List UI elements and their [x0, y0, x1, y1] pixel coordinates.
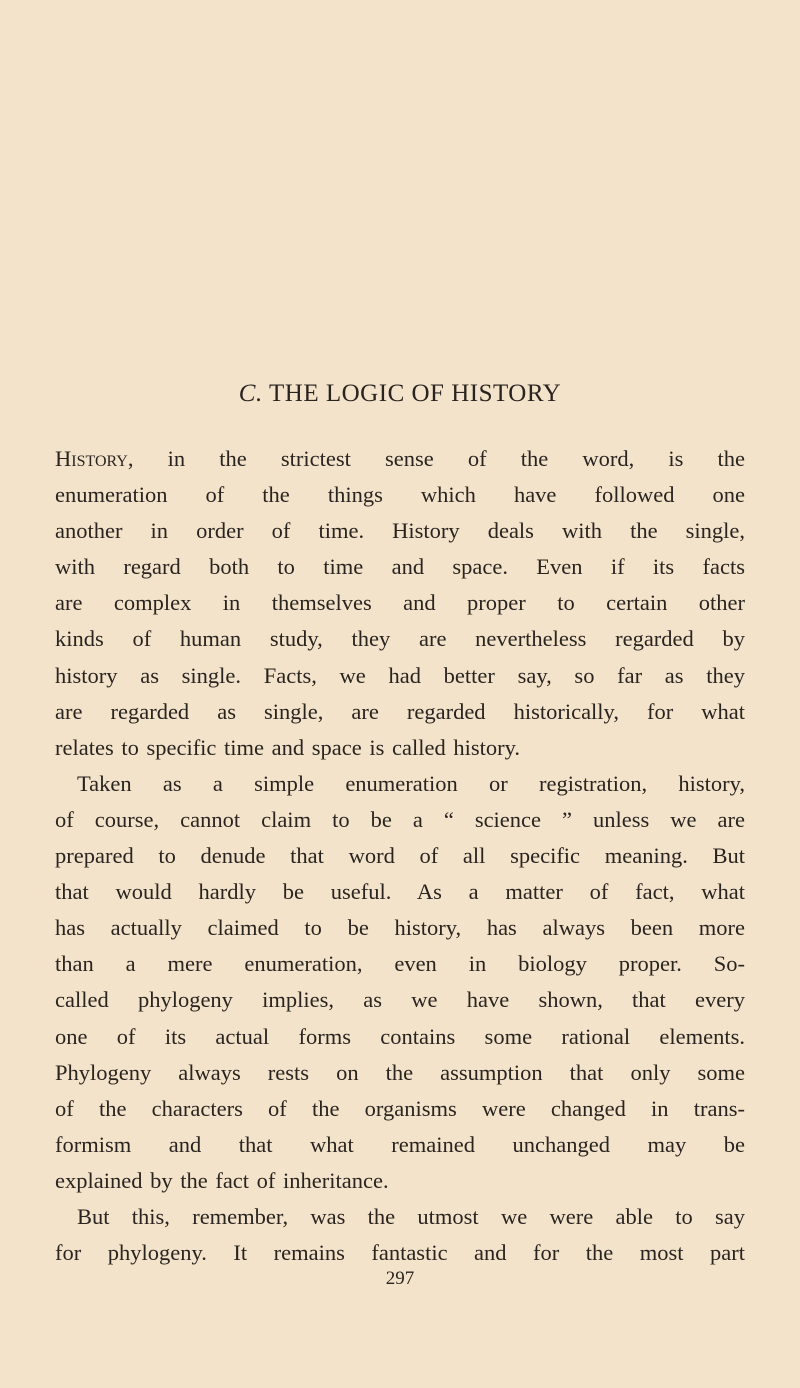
text-line: than a mere enumeration, even in biology proper. So- — [55, 951, 745, 977]
text-line: Taken as a simple enumeration or registration, history, — [77, 770, 745, 796]
text-line: are regarded as single, are regarded historically, for what — [55, 698, 745, 724]
text-line: of the characters of the organisms were changed in trans- — [55, 1095, 745, 1121]
text-line: relates to specific time and space is called history. — [55, 734, 521, 760]
text-line: with regard both to time and space. Even if its facts — [55, 554, 745, 580]
page-number: 297 — [385, 1268, 415, 1289]
text-line: explained by the fact of inheritance. — [55, 1167, 389, 1193]
text-line: Phylogeny always rests on the assumption that only some — [55, 1059, 745, 1085]
text-line: prepared to denude that word of all specific meaning. But — [55, 843, 745, 869]
body-text — [55, 441, 745, 1271]
text-line: of course, cannot claim to be a “ science ” unless we are — [55, 806, 745, 832]
text-line: kinds of human study, they are nevertheless regarded by — [55, 626, 745, 652]
line-text: , in the strictest sense of the word, is the — [127, 446, 745, 471]
section-heading — [0, 380, 800, 408]
section-letter: C. — [238, 380, 263, 407]
text-line: formism and that what remained unchanged may be — [55, 1131, 745, 1157]
drop-word: History — [55, 446, 128, 471]
text-line: called phylogeny implies, as we have shown, that every — [55, 987, 745, 1013]
text-line: one of its actual forms contains some rational elements. — [55, 1023, 745, 1049]
text-line: But this, remember, was the utmost we were able to say — [77, 1203, 745, 1229]
text-line: that would hardly be useful. As a matter of fact, what — [55, 879, 745, 905]
text-line: has actually claimed to be history, has always been more — [55, 915, 745, 941]
text-line: history as single. Facts, we had better say, so far as they — [55, 662, 745, 688]
text-line: enumeration of the things which have followed one — [55, 482, 745, 508]
text-line — [55, 441, 745, 477]
text-line: for phylogeny. It remains fantastic and for the most part — [55, 1240, 745, 1266]
text-line: another in order of time. History deals with the single, — [55, 518, 745, 544]
text-line: are complex in themselves and proper to certain other — [55, 590, 745, 616]
section-title: THE LOGIC OF HISTORY — [269, 380, 562, 407]
